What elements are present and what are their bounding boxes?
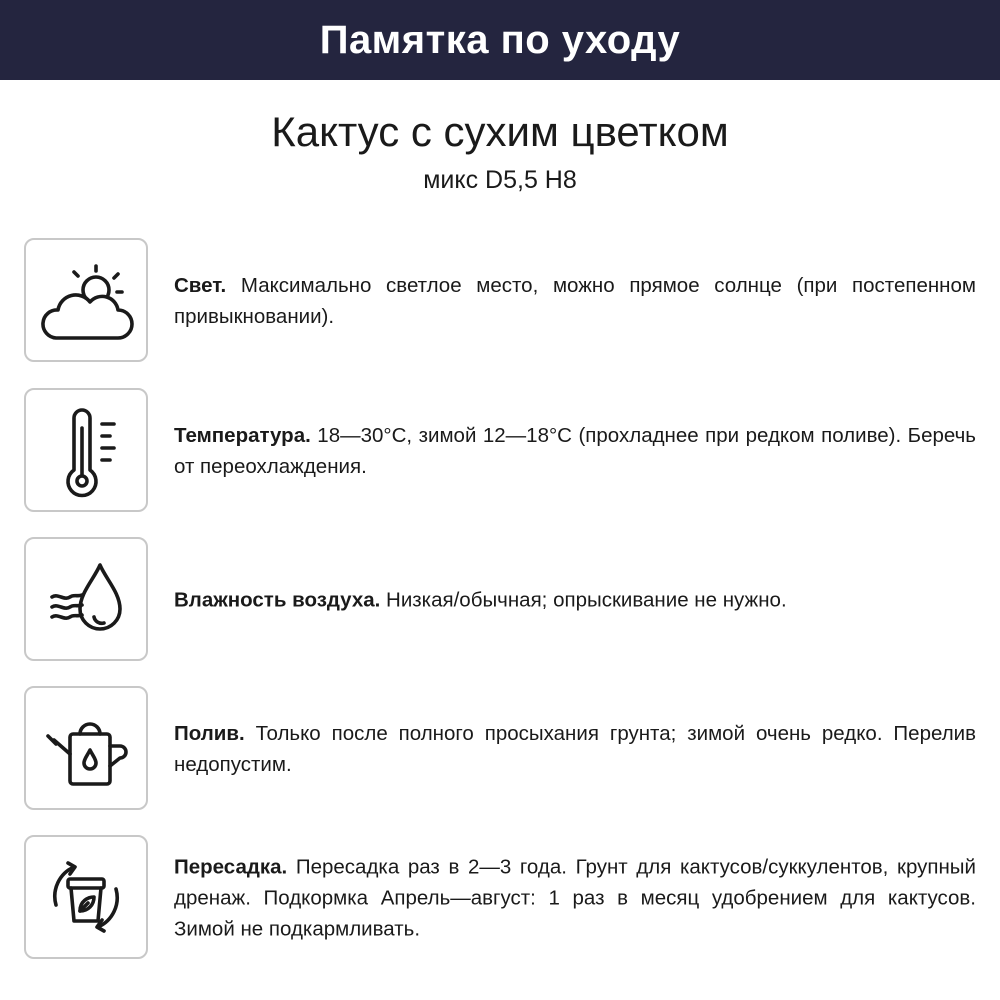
care-row-light [24,238,976,364]
care-label: Температура. [174,424,311,447]
care-text-light [174,270,976,332]
thermometer-icon [24,388,148,512]
care-text-temperature [174,420,976,482]
care-label: Влажность воздуха. [174,588,381,612]
care-description: Максимально светлое место, можно прямое солнце (при постепенном привыкновании). [174,274,976,328]
care-row-watering [24,686,976,812]
product-variant: микс D5,5 H8 [423,166,577,194]
header-bar [0,0,1000,80]
care-description: 18—30°C, зимой 12—18°C (прохладнее при редком поливе). Беречь от переохлаждения. [174,424,976,478]
care-row-humidity [24,537,976,663]
care-text-watering [174,718,976,780]
repot-icon [24,835,148,959]
care-description: Пересадка раз в 2—3 года. Грунт для кактусов/суккулентов, крупный дренаж. Подкормка Апрель—август: 1 раз в месяц удобрением для кактусов. Зимой не подкармливать. [174,855,976,941]
sun-cloud-icon [24,238,148,362]
care-label: Пересадка. [174,855,288,879]
care-text-repot [174,852,976,945]
care-row-repot [24,835,976,961]
watering-can-icon [24,686,148,810]
care-label: Полив. [174,722,245,745]
page-title: Памятка по уходу [319,17,681,62]
care-description: Низкая/обычная; опрыскивание не нужно. [380,588,787,612]
care-text-humidity [174,585,976,616]
product-name: Кактус с сухим цветком [271,108,729,155]
care-label: Свет. [174,274,227,297]
humidity-drop-icon [24,537,148,661]
care-row-temperature [24,388,976,514]
care-description: Только после полного просыхания грунта; зимой очень редко. Перелив недопустим. [174,722,976,776]
